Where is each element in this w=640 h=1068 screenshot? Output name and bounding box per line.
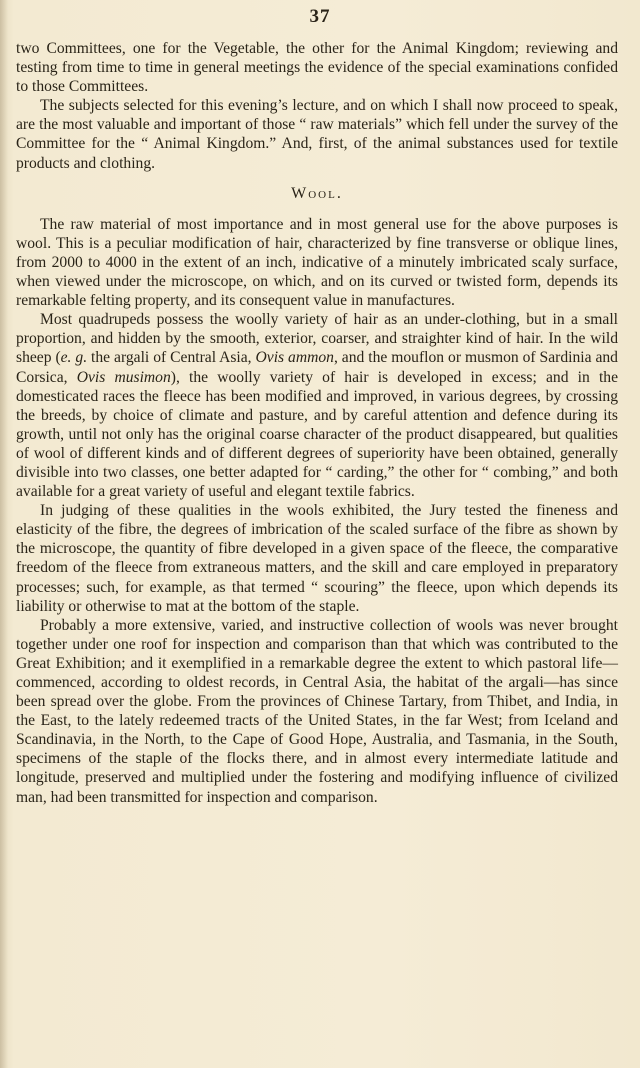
text-run: the argali of Central Asia, xyxy=(87,349,256,367)
italic-eg: e. g. xyxy=(60,349,88,367)
page-number: 37 xyxy=(309,6,331,27)
text-run: , and the mouflon or musmon of Sardinia and Corsica, xyxy=(16,349,618,386)
paragraph-subjects: The subjects selected for this evening’s lecture, and on which I shall now proceed to speak, are the most valuable and important of those “ raw materials” which fell under the survey of the Committee for the “ Animal Kingdom.” And, first, of the animal substances used for textile products and clothing. xyxy=(16,97,618,172)
text-run: ), the woolly variety of hair is developed in excess; and in the domesticated races the fleece has been modified and improved, in various degrees, by crossing the breeds, by choice of climate and pasture, and by careful attention and defence during its growth, until not only has the original coarse character of the product disappeared, but qualities of wool of different kinds and of different degrees of superiority have been obtained, generally divisible into two classes, one better adapted for “ carding,” the other for “ combing,” and both available for a great variety of useful and elegant textile fabrics. xyxy=(16,368,619,501)
paragraph-wool-definition: The raw material of most importance and in most general use for the above purposes is wool. This is a peculiar modification of hair, characterized by fine transverse or oblique lines, from 2000 to 4000 in the extent of an inch, indicative of a minutely imbricated scaly surface, when viewed under the microscope, on which, and on its curved or twisted form, depends its remarkable felting property, and its consequent value in manufactures. xyxy=(16,215,618,310)
paragraph-great-exhibition: Probably a more extensive, varied, and instructive collection of wools was never brought together under one roof for inspection and comparison than that which was contributed to the Great Exhibition; and it exemplified in a remarkable degree the extent to which pastoral life—commenced, according to oldest records, in Central Asia, the habitat of the argali—has since been spread over the globe. From the provinces of Chinese Tartary, from Thibet, and India, in the East, to the lately redeemed tracts of the United States, in the far West; from Iceland and Scandinavia, in the North, to the Cape of Good Hope, Australia, and Tasmania, in the South, specimens of the staple of the flocks there, and in almost every intermediate latitude and longitude, preserved and multiplied under the fostering and modifying influence of civilized man, had been transmitted for inspection and comparison. xyxy=(16,616,618,806)
italic-ovis-ammon: Ovis ammon xyxy=(255,349,334,367)
paragraph-committees: two Committees, one for the Vegetable, the other for the Animal Kingdom; reviewing and testing from time to time in general meetings the evidence of the special examinations confided to those Committees. xyxy=(16,40,618,96)
body-text xyxy=(16,39,618,807)
paragraph-quadrupeds xyxy=(16,310,618,501)
section-heading-wool: Wool. xyxy=(291,184,343,202)
italic-ovis-musimon: Ovis musimon xyxy=(76,368,171,386)
spine-shadow xyxy=(0,0,8,1068)
paragraph-jury-judging: In judging of these qualities in the wools exhibited, the Jury tested the fineness and elasticity of the fibre, the degrees of imbrication of the scaled surface of the fibre as shown by the microscope, the quantity of fibre developed in a given space of the fleece, the comparative freedom of the fleece from extraneous matters, and the skill and care employed in preparatory processes; such, for example, as that termed “ scouring” the fleece, upon which depends its liability or otherwise to mat at the bottom of the staple. xyxy=(16,502,618,615)
text-run: Most quadrupeds possess the woolly variety of hair as an under-clothing, but in a small proportion, and hidden by the smooth, exterior, coarser, and straighter kind of hair. In the wild sheep ( xyxy=(16,311,618,367)
